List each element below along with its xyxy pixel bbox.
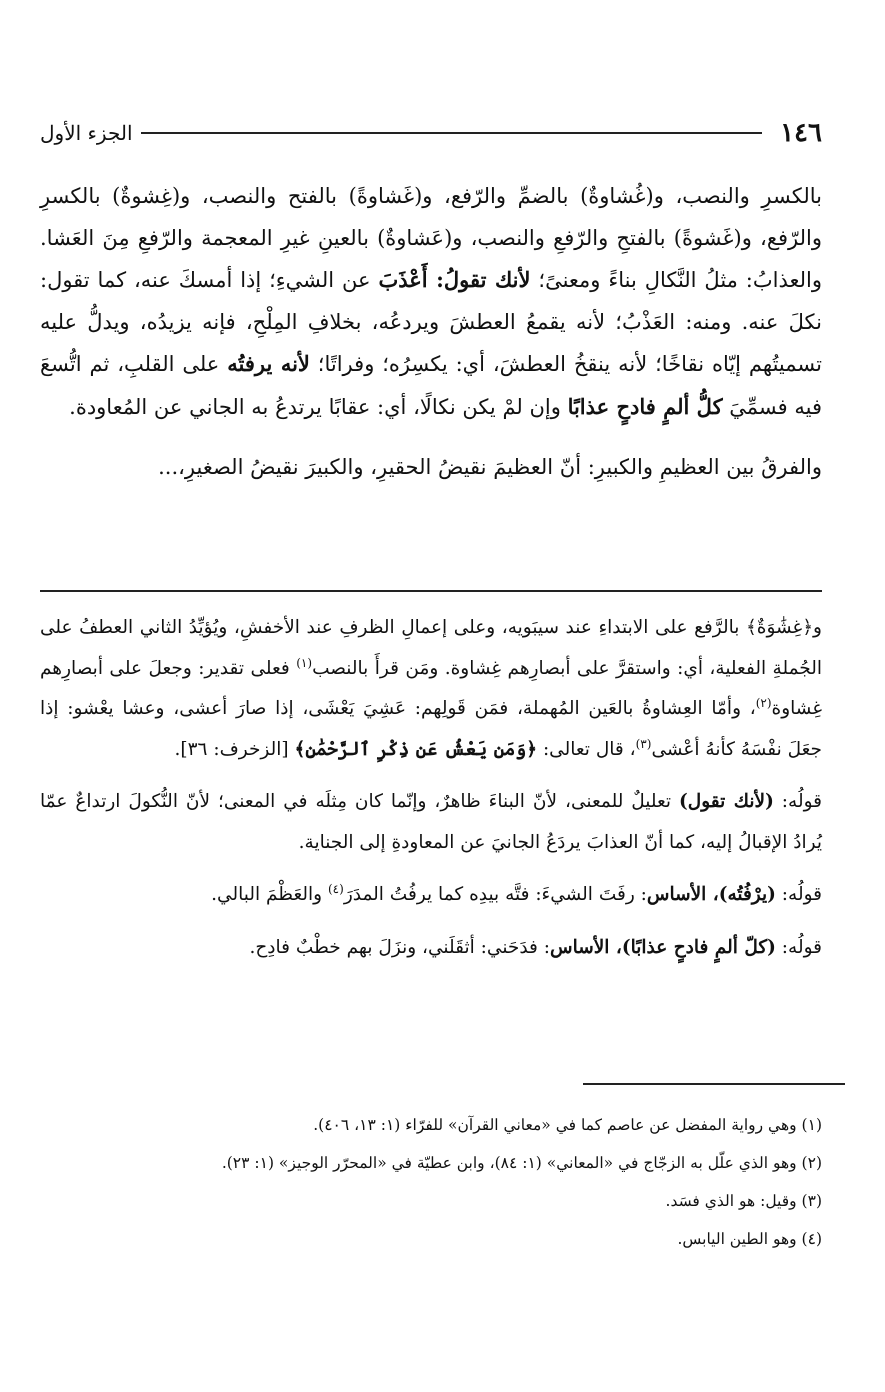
commentary-paragraph-4 bbox=[40, 928, 822, 969]
text-segment: قولُه: bbox=[775, 936, 822, 958]
quran-verse: ﴿وَمَن يَعْشُ عَن ذِكْرِ ٱلرَّحْمَٰنِ﴾ bbox=[294, 738, 538, 760]
footnote-1: (١) وهي رواية المفضل عن عاصم كما في «معاني القرآن» للفرّاء (١: ١٣، ٤٠٦). bbox=[313, 1116, 822, 1134]
main-text bbox=[40, 176, 822, 488]
footnote-ref: (١) bbox=[296, 655, 313, 670]
bold-phrase: (كلّ ألمٍ فادحٍ عذابًا)، الأساس bbox=[550, 936, 776, 958]
header-rule bbox=[141, 132, 763, 134]
footnote-divider bbox=[583, 1083, 845, 1085]
text-segment: قولُه: bbox=[775, 884, 822, 905]
text-segment: والعَظْمَ البالي. bbox=[211, 884, 328, 905]
footnote-2: (٢) وهو الذي علّل به الزجّاج في «المعاني» (١: ٨٤)، وابن عطيّة في «المحرّر الوجيز» (١: ٢٣). bbox=[221, 1154, 822, 1172]
part-title: الجزء الأول bbox=[40, 121, 133, 145]
footnote-3: (٣) وقيل: هو الذي فسَد. bbox=[665, 1192, 822, 1210]
footnote-ref: (٣) bbox=[635, 736, 652, 751]
text-segment: وإن لمْ يكن نكالًا، أي: عقابًا يرتدعُ به الجاني عن المُعاودة. bbox=[69, 394, 568, 419]
text-segment: بالكسرِ والنصب، و(غُشاوةٌ) بالضمِّ والرّفع، و(غَشاوةً) بالفتح والنصب، و(غِشوةٌ) بالكسرِ والرّفع، و(غَشوةً) بالفتحِ والرّفعِ والنصب، و(عَشاوةٌ) بالعينِ غيرِ المعجمة والرّفعِ مِنَ العَشا. والعذابُ: مثلُ النَّكالِ بناءً ومعنىً؛ bbox=[40, 184, 823, 293]
page-number: ١٤٦ bbox=[780, 118, 822, 148]
footnote-4: (٤) وهو الطين اليابس. bbox=[677, 1230, 822, 1248]
text-segment: قولُه: bbox=[773, 791, 822, 812]
footnote-ref: (٤) bbox=[327, 881, 344, 896]
text-segment: [الزخرف: ٣٦]. bbox=[174, 738, 295, 760]
text-segment: فعلى تقدير: وجعلَ على أبصارِهم غِشاوة bbox=[40, 657, 822, 719]
text-segment: تعليلٌ للمعنى، لأنّ البناءَ ظاهرٌ، وإنّما كان مِثلَه في المعنى؛ لأنّ النُّكولَ ارتداعٌ عمّا يُرادُ الإقبالُ إليه، كما أنّ العذابَ يردَعُ الجانيَ عن المعاودةِ إلى الجناية. bbox=[40, 791, 822, 853]
text-segment: على القلبِ، ثم اتُّسعَ فيه فسمِّيَ bbox=[40, 352, 822, 419]
page-header bbox=[40, 116, 822, 150]
footnotes bbox=[40, 1106, 822, 1258]
text-segment: : رفَتَ الشيءَ: فتَّه بيدِه كما يرفُتُ المدَرَ bbox=[343, 884, 647, 905]
section-divider bbox=[40, 590, 822, 592]
bold-phrase: لأنك تقولُ: أَعْذَبَ bbox=[378, 267, 531, 293]
footnote-ref: (٢) bbox=[755, 695, 772, 710]
bold-phrase: (لأنك تقول) bbox=[679, 791, 774, 812]
main-paragraph-2: والفرقُ بين العظيمِ والكبيرِ: أنّ العظيمَ نقيضُ الحقيرِ، والكبيرَ نقيضُ الصغيرِ،... bbox=[158, 454, 822, 479]
commentary-paragraph-1 bbox=[40, 608, 822, 770]
commentary-paragraph-3 bbox=[40, 875, 822, 916]
bold-phrase: كلُّ ألمٍ فادحٍ عذابًا bbox=[567, 393, 723, 419]
text-segment: ، وأمّا العِشاوةُ بالعَين المُهملة، فمَن قَولِهم: عَشِيَ يَعْشَى، إذا صارَ أعشى، وعشا يعْشو: إذا جعَلَ نفْسَهُ كأنهُ أعْشى bbox=[40, 698, 822, 760]
commentary-paragraph-2 bbox=[40, 782, 822, 863]
commentary bbox=[40, 608, 822, 968]
main-paragraph-1 bbox=[40, 176, 822, 429]
text-segment: و﴿غِشَٰوَةٌ﴾ بالرَّفع على الابتداءِ عند سيبَويه، وعلى إعمالِ الظرفِ عند الأخفشِ، ويُؤيِّدُ الثاني العطفُ على الجُملةِ الفعلية، أي: واستقرَّ على أبصارِهم غِشاوة. ومَن قرأَ بالنصب bbox=[40, 617, 822, 679]
bold-phrase: (يرْفُتُه)، الأساس bbox=[646, 884, 776, 905]
text-segment: ، قال تعالى: bbox=[537, 738, 636, 760]
text-segment: : فدَحَني: أثقَلَني، ونزَلَ بهم خطْبٌ فادِح. bbox=[249, 936, 551, 958]
bold-phrase: لأنه يرفتُه bbox=[227, 351, 310, 377]
text-segment: عن الشيءِ؛ إذا أمسكَ عنه، كما تقول: نكلَ عنه. ومنه: العَذْبُ؛ لأنه يقمعُ العطشَ ويردعُه، بخلافِ المِلْحِ، فإنه يزيدُه، ويدلُّ عليه تسميتُهم إيّاه نقاخًا؛ لأنه ينقخُ العطشَ، أي: يكسِرُه؛ وفراتًا؛ bbox=[40, 268, 822, 377]
